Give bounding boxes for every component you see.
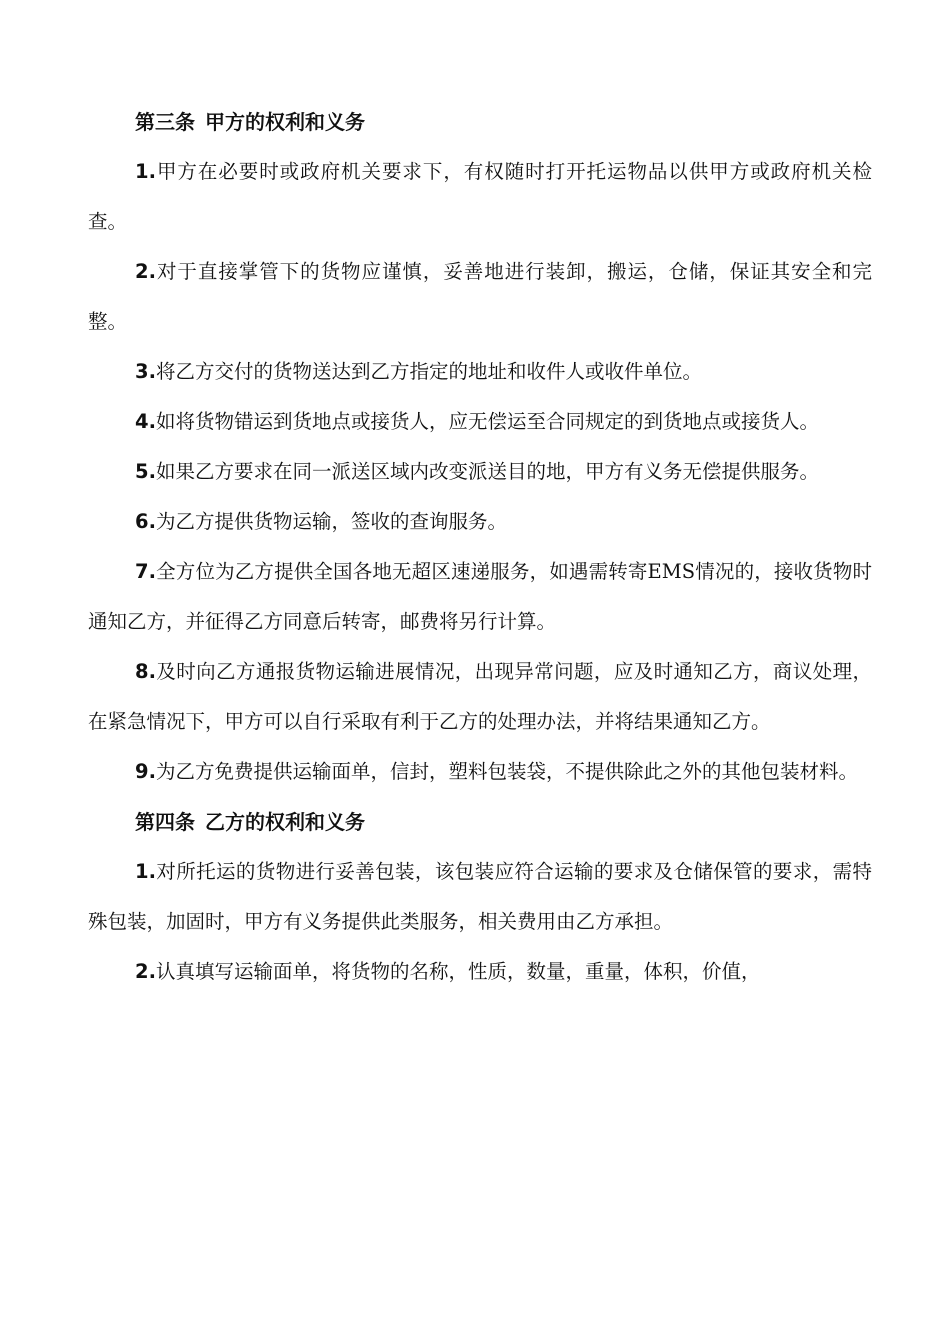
item-number: 2.	[135, 260, 156, 283]
section-3-item-2	[88, 247, 872, 347]
section-4-item-1	[88, 847, 872, 947]
item-number: 1.	[135, 860, 156, 883]
item-text: 为乙方免费提供运输面单，信封，塑料包装袋，不提供除此之外的其他包装材料。	[155, 760, 858, 783]
item-number: 7.	[135, 560, 156, 583]
section-4-title: 乙方的权利和义务	[205, 810, 365, 834]
item-number: 4.	[135, 410, 156, 433]
item-number: 1.	[135, 160, 156, 183]
section-3-item-4	[88, 397, 872, 447]
item-text: 及时向乙方通报货物运输进展情况，出现异常问题，应及时通知乙方，商议处理，在紧急情况下，甲方可以自行采取有利于乙方的处理办法，并将结果通知乙方。	[88, 660, 872, 733]
section-4-article: 第四条	[135, 810, 195, 834]
item-text: 对于直接掌管下的货物应谨慎，妥善地进行装卸，搬运，仓储，保证其安全和完整。	[88, 260, 872, 333]
item-text: 全方位为乙方提供全国各地无超区速递服务，如遇需转寄EMS情况的，接收货物时通知乙方，并征得乙方同意后转寄，邮费将另行计算。	[88, 560, 872, 633]
section-4-heading	[88, 797, 872, 847]
item-number: 5.	[135, 460, 156, 483]
section-3-item-7	[88, 547, 872, 647]
item-text: 将乙方交付的货物送达到乙方指定的地址和收件人或收件单位。	[155, 360, 702, 383]
item-number: 2.	[135, 960, 156, 983]
section-3-item-3	[88, 347, 872, 397]
item-number: 3.	[135, 360, 156, 383]
item-text: 认真填写运输面单，将货物的名称，性质，数量，重量，体积，价值，	[155, 960, 761, 983]
item-number: 6.	[135, 510, 156, 533]
section-3-article: 第三条	[135, 110, 195, 134]
item-text: 甲方在必要时或政府机关要求下，有权随时打开托运物品以供甲方或政府机关检查。	[88, 160, 872, 233]
section-3-item-9	[88, 747, 872, 797]
item-text: 如果乙方要求在同一派送区域内改变派送目的地，甲方有义务无偿提供服务。	[155, 460, 819, 483]
section-3-item-6	[88, 497, 872, 547]
document-body	[88, 97, 872, 997]
section-3-item-1	[88, 147, 872, 247]
item-number: 9.	[135, 760, 156, 783]
item-number: 8.	[135, 660, 156, 683]
section-3-heading	[88, 97, 872, 147]
item-text: 如将货物错运到货地点或接货人，应无偿运至合同规定的到货地点或接货人。	[155, 410, 819, 433]
section-3-title: 甲方的权利和义务	[205, 110, 365, 134]
section-3-item-5	[88, 447, 872, 497]
item-text: 对所托运的货物进行妥善包装，该包装应符合运输的要求及仓储保管的要求，需特殊包装，加固时，甲方有义务提供此类服务，相关费用由乙方承担。	[88, 860, 872, 933]
section-3-item-8	[88, 647, 872, 747]
section-4-item-2	[88, 947, 872, 997]
item-text: 为乙方提供货物运输，签收的查询服务。	[155, 510, 507, 533]
